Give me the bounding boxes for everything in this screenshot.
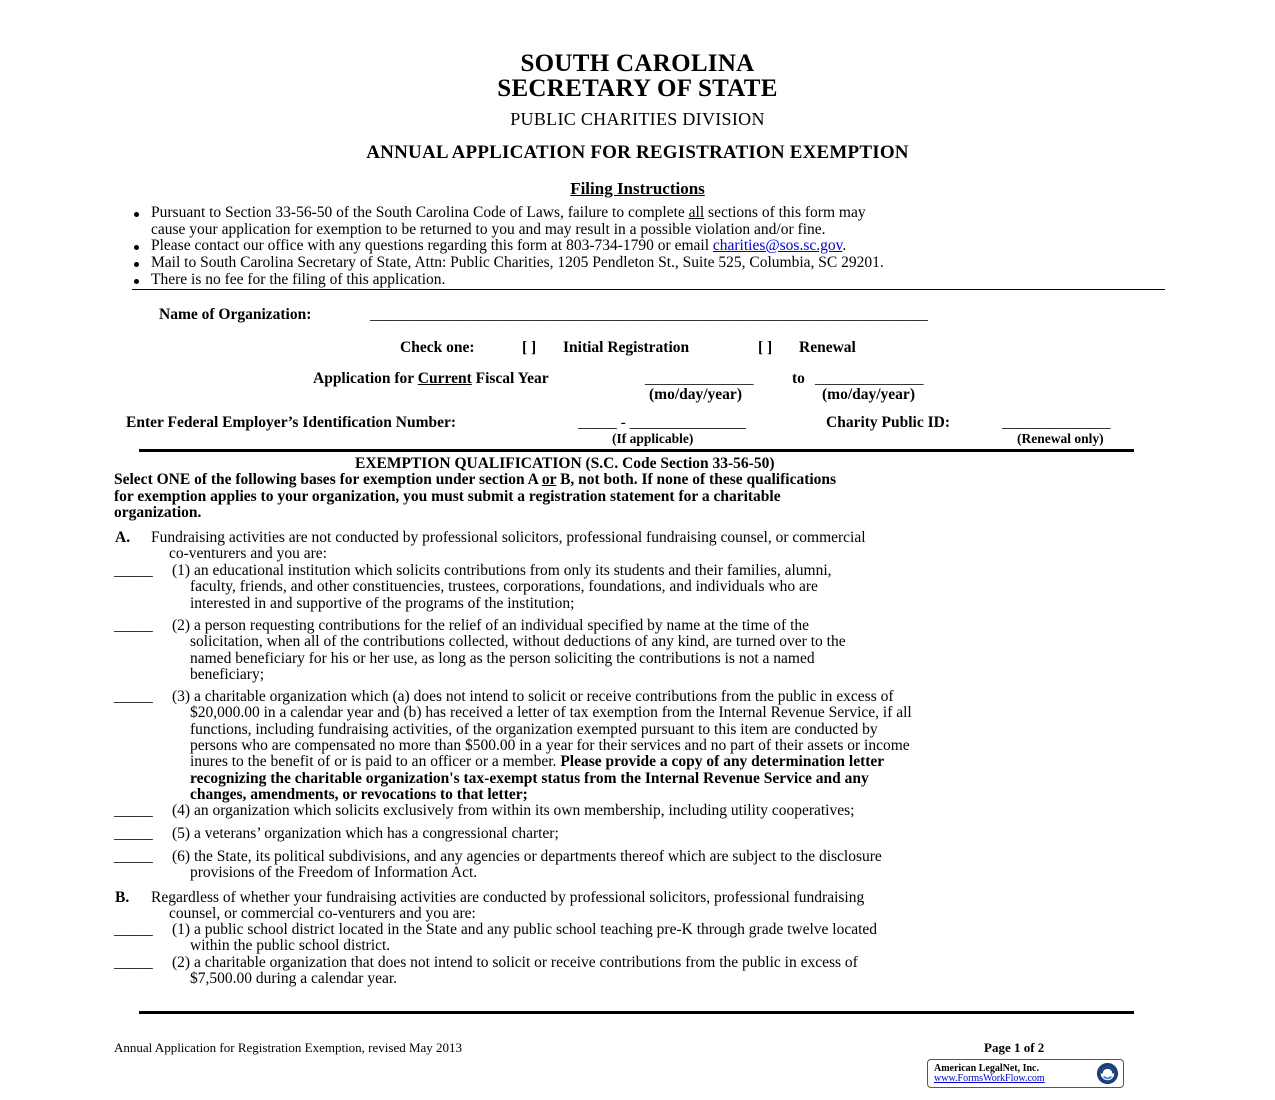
instructions-heading: Filing Instructions: [570, 179, 705, 198]
fein-field[interactable]: _____ - _______________: [578, 414, 746, 431]
a1-checkbox-blank[interactable]: _____: [114, 562, 153, 579]
a2-line-2: solicitation, when all of the contributions collected, without deductions of any kind, are turned over to the: [190, 633, 846, 650]
divider: [139, 1011, 1134, 1014]
a3-line-7: changes, amendments, or revocations to that letter;: [190, 786, 528, 803]
a2-checkbox-blank[interactable]: _____: [114, 617, 153, 634]
bullet-dot: [134, 212, 139, 217]
fiscal-year-to-field[interactable]: ______________: [815, 370, 924, 387]
a4-line: (4) an organization which solicits exclusively from within its own membership, including utility cooperatives;: [172, 802, 855, 819]
section-a-line-1: Fundraising activities are not conducted by professional solicitors, professional fundraising counsel, or commercial: [151, 529, 866, 546]
a4-checkbox-blank[interactable]: _____: [114, 802, 153, 819]
b2-line-1: (2) a charitable organization that does not intend to solicit or receive contributions from the public in excess of: [172, 954, 858, 971]
a5-checkbox-blank[interactable]: _____: [114, 825, 153, 842]
charity-public-id-hint: (Renewal only): [1017, 431, 1104, 446]
a3-line-3: functions, including fundraising activities, of the organization exempted pursuant to this item are conducted by: [190, 721, 878, 738]
a6-checkbox-blank[interactable]: _____: [114, 848, 153, 865]
form-title: ANNUAL APPLICATION FOR REGISTRATION EXEMPTION: [366, 142, 909, 163]
a2-line-4: beneficiary;: [190, 666, 265, 683]
instruction-1-line-2: cause your application for exemption to be returned to you and may result in a possible violation and/or fine.: [151, 221, 826, 238]
section-b-line-1: Regardless of whether your fundraising activities are conducted by professional solicitors, professional fundraising: [151, 889, 865, 906]
org-name-field[interactable]: ________________________________________________________________________: [370, 306, 928, 323]
a5-line: (5) a veterans’ organization which has a congressional charter;: [172, 825, 559, 842]
org-name-label: Name of Organization:: [159, 306, 312, 323]
bullet-dot: [134, 279, 139, 284]
logo-url-link[interactable]: www.FormsWorkFlow.com: [934, 1073, 1045, 1084]
fiscal-year-to-label: to: [792, 370, 805, 387]
bullet-dot: [134, 245, 139, 250]
american-legalnet-logo[interactable]: [927, 1059, 1124, 1088]
fiscal-year-to-hint: (mo/day/year): [822, 386, 915, 403]
fein-hint: (If applicable): [612, 431, 694, 446]
a6-line-1: (6) the State, its political subdivisions, and any agencies or departments thereof which are subject to the disclosure: [172, 848, 882, 865]
a1-line-2: faculty, friends, and other constituencies, trustees, corporations, foundations, and individuals who are: [190, 578, 818, 595]
instruction-3: Mail to South Carolina Secretary of State, Attn: Public Charities, 1205 Pendleton St., Suite 525, Columbia, SC 29201.: [151, 254, 884, 271]
section-a-line-2: co-venturers and you are:: [169, 545, 327, 562]
header-state: SOUTH CAROLINA: [520, 50, 755, 77]
initial-registration-checkbox[interactable]: [ ]: [522, 339, 537, 356]
check-one-label: Check one:: [400, 339, 475, 356]
exemption-intro-line-2: for exemption applies to your organization, you must submit a registration statement for a charitable: [114, 488, 781, 505]
divider: [132, 289, 1165, 290]
a2-line-1: (2) a person requesting contributions for the relief of an individual specified by name at the time of the: [172, 617, 810, 634]
footer-page-number: Page 1 of 2: [984, 1040, 1045, 1055]
initial-registration-label: Initial Registration: [563, 339, 690, 356]
header-office: SECRETARY OF STATE: [497, 75, 778, 102]
exemption-intro-line-1: Select ONE of the following bases for exemption under section A or B, not both. If none of these qualifications: [114, 471, 837, 488]
exemption-intro-line-3: organization.: [114, 504, 202, 521]
a1-line-3: interested in and supportive of the programs of the institution;: [190, 595, 575, 612]
fein-label: Enter Federal Employer’s Identification Number:: [126, 414, 457, 431]
section-a-label: A.: [115, 529, 131, 546]
a3-checkbox-blank[interactable]: _____: [114, 688, 153, 705]
section-b-line-2: counsel, or commercial co-venturers and you are:: [169, 905, 476, 922]
section-b-label: B.: [115, 889, 130, 906]
renewal-checkbox[interactable]: [ ]: [758, 339, 773, 356]
divider: [139, 449, 1134, 452]
instruction-1-line-1: Pursuant to Section 33-56-50 of the South Carolina Code of Laws, failure to complete all sections of this form may: [151, 204, 866, 221]
footer-revision: Annual Application for Registration Exemption, revised May 2013: [114, 1040, 463, 1055]
b1-line-1: (1) a public school district located in the State and any public school teaching pre-K through grade twelve located: [172, 921, 878, 938]
a3-line-5: inures to the benefit of or is paid to an officer or a member. Please provide a copy of any determination letter: [190, 753, 885, 770]
fiscal-year-from-hint: (mo/day/year): [649, 386, 742, 403]
a2-line-3: named beneficiary for his or her use, as long as the person soliciting the contributions is not a named: [190, 650, 815, 667]
b1-line-2: within the public school district.: [190, 937, 391, 954]
instruction-4: There is no fee for the filing of this application.: [151, 271, 446, 288]
renewal-label: Renewal: [799, 339, 856, 356]
email-link[interactable]: charities@sos.sc.gov: [712, 237, 843, 254]
logo-company-name: American LegalNet, Inc.: [934, 1063, 1039, 1074]
a3-line-4: persons who are compensated no more than $500.00 in a year for their services and no part of their assets or income: [190, 737, 910, 754]
exemption-heading: EXEMPTION QUALIFICATION (S.C. Code Section 33-56-50): [355, 455, 775, 472]
b2-checkbox-blank[interactable]: _____: [114, 954, 153, 971]
fiscal-year-label: Application for Current Fiscal Year: [313, 370, 549, 387]
globe-icon: [1095, 1061, 1120, 1086]
instruction-2: Please contact our office with any questions regarding this form at 803-734-1790 or email charities@sos.sc.gov.: [151, 237, 847, 254]
a3-line-2: $20,000.00 in a calendar year and (b) has received a letter of tax exemption from the Internal Revenue Service, if all: [190, 704, 912, 721]
bullet-dot: [134, 262, 139, 267]
a6-line-2: provisions of the Freedom of Information Act.: [190, 864, 478, 881]
a3-line-1: (3) a charitable organization which (a) does not intend to solicit or receive contributions from the public in excess of: [172, 688, 894, 705]
a3-line-6: recognizing the charitable organization's tax-exempt status from the Internal Revenue Service and any: [190, 770, 869, 787]
b1-checkbox-blank[interactable]: _____: [114, 921, 153, 938]
charity-public-id-field[interactable]: ______________: [1002, 414, 1111, 431]
b2-line-2: $7,500.00 during a calendar year.: [190, 970, 398, 987]
header-division: PUBLIC CHARITIES DIVISION: [510, 109, 765, 129]
a1-line-1: (1) an educational institution which solicits contributions from only its students and their families, alumni,: [172, 562, 832, 579]
fiscal-year-from-field[interactable]: ______________: [645, 370, 754, 387]
charity-public-id-label: Charity Public ID:: [826, 414, 950, 431]
